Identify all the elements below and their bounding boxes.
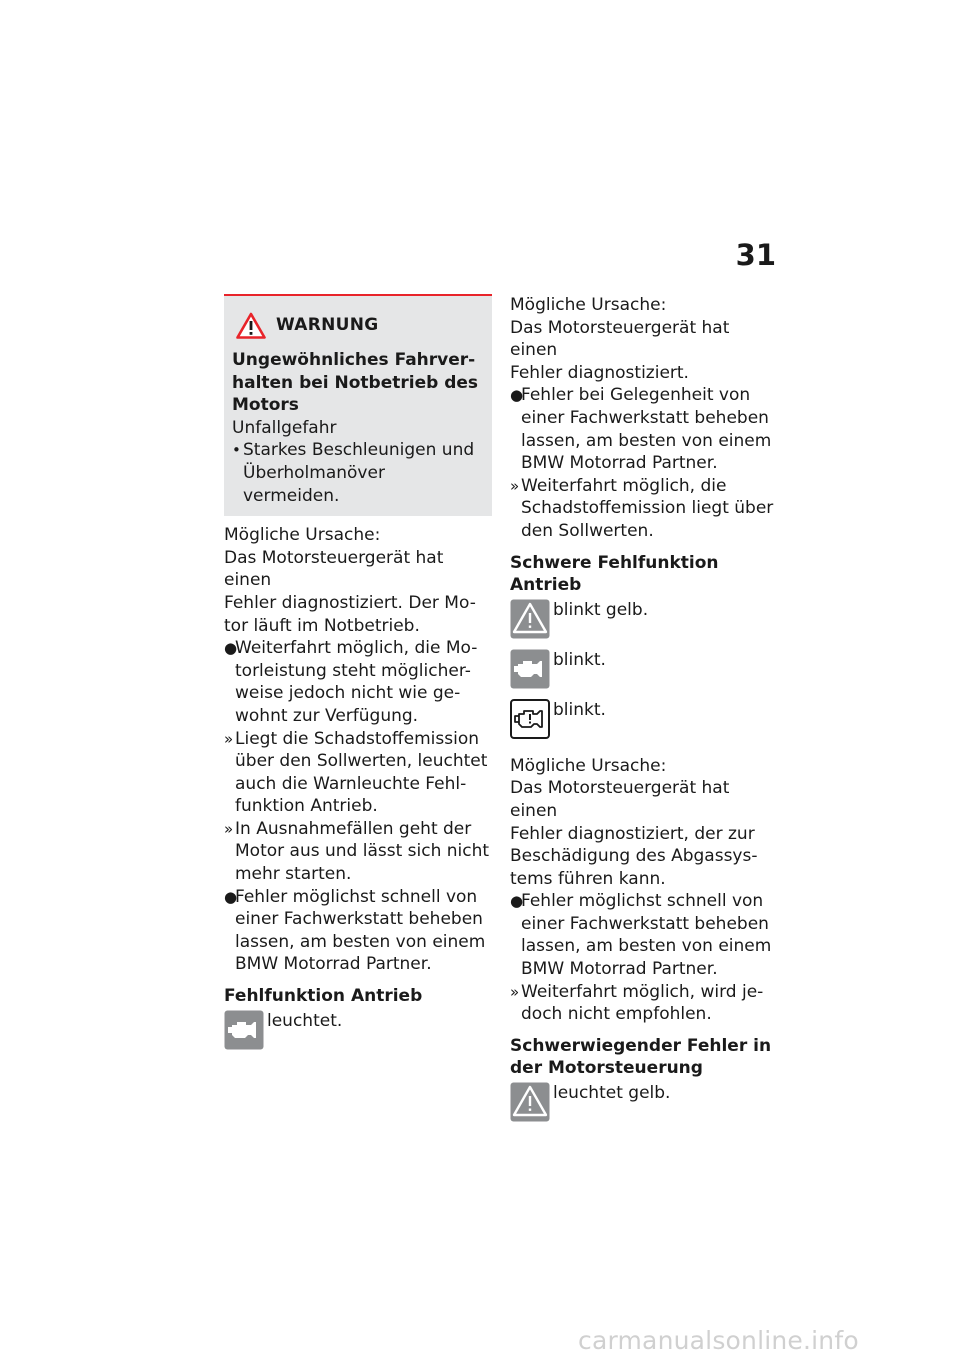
list-item: » Weiterfahrt möglich, wird je- doch nicht empfohlen.	[510, 981, 764, 1025]
warning-title: WARNUNG	[276, 315, 379, 336]
engine-outline-icon	[510, 699, 550, 739]
section-heading: Schwerwiegender Fehler in der Motorsteuerung	[510, 1035, 772, 1079]
indicator-row	[510, 649, 778, 697]
indicator-row	[510, 699, 778, 747]
warning-bullet: • Starkes Beschleunigen und Überholmanöver vermeiden.	[232, 440, 475, 506]
list-item: ● Fehler möglichst schnell von einer Fachwerkstatt beheben lassen, am besten von einem BMW Motorrad Partner.	[510, 891, 772, 980]
general-warning-icon	[510, 599, 550, 639]
indicator-label: blinkt gelb.	[553, 599, 649, 620]
indicator-row	[224, 1010, 492, 1058]
list-item: » In Ausnahmefällen geht der Motor aus und lässt sich nicht mehr starten.	[224, 818, 490, 885]
engine-icon	[224, 1010, 264, 1050]
left-column	[224, 294, 492, 1058]
list-item: ● Fehler bei Gelegenheit von einer Fachwerkstatt beheben lassen, am besten von einem BMW Motorrad Partner.	[510, 385, 772, 474]
general-warning-icon	[510, 1082, 550, 1122]
indicator-row	[510, 1082, 778, 1130]
warning-box	[224, 294, 492, 516]
watermark: carmanualsonline.info	[578, 1326, 859, 1355]
right-column	[510, 294, 778, 1130]
engine-icon	[510, 649, 550, 689]
cause-text: Mögliche Ursache: Das Motorsteuergerät hat einen Fehler diagnostiziert, der zur Beschädigung des Abgassys- tems führen kann.	[510, 755, 758, 889]
warning-hazard: Unfallgefahr	[232, 417, 337, 438]
indicator-label: leuchtet.	[267, 1010, 343, 1031]
indicator-label: blinkt.	[553, 699, 606, 720]
list-item: ● Weiterfahrt möglich, die Mo- torleistung steht möglicher- weise jedoch nicht wie ge- wohnt zur Verfügung.	[224, 638, 478, 726]
indicator-label: blinkt.	[553, 649, 606, 670]
list-item: ● Fehler möglichst schnell von einer Fachwerkstatt beheben lassen, am besten von einem BMW Motorrad Partner.	[224, 886, 486, 975]
warning-header	[232, 312, 484, 339]
cause-text: Mögliche Ursache: Das Motorsteuergerät hat einen Fehler diagnostiziert.	[510, 295, 730, 383]
indicator-row	[510, 599, 778, 647]
page-number: 31	[735, 238, 776, 272]
section-heading: Fehlfunktion Antrieb	[224, 986, 423, 1007]
list-item: » Weiterfahrt möglich, die Schadstoffemission liegt über den Sollwerten.	[510, 475, 774, 541]
warning-subtitle: Ungewöhnliches Fahrver- halten bei Notbetrieb des Motors	[232, 350, 479, 416]
warning-triangle-icon	[236, 312, 266, 339]
indicator-label: leuchtet gelb.	[553, 1083, 671, 1104]
section-heading: Schwere Fehlfunktion Antrieb	[510, 552, 719, 596]
list-item: » Liegt die Schadstoffemission über den Sollwerten, leuchtet auch die Warnleuchte Fehl- funktion Antrieb.	[224, 728, 488, 817]
cause-text: Mögliche Ursache: Das Motorsteuergerät hat einen Fehler diagnostiziert. Der Mo- tor läuft im Notbetrieb.	[224, 525, 476, 636]
